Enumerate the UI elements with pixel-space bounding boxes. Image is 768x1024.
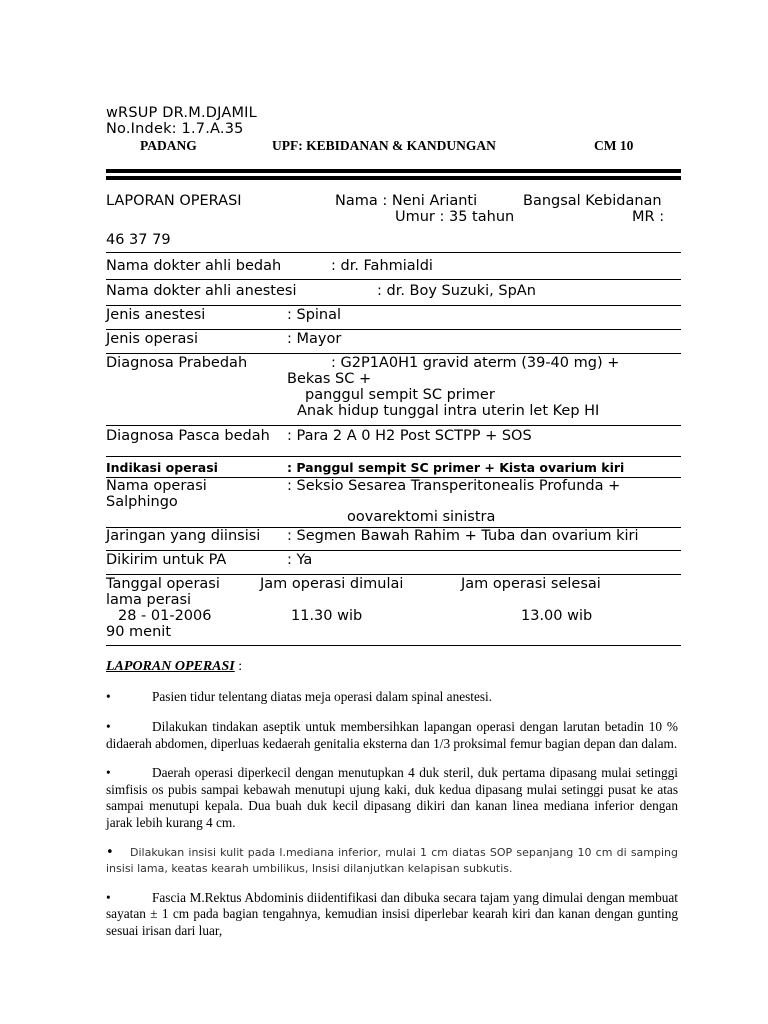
bullet-icon: • xyxy=(106,765,111,781)
indication-label: Indikasi operasi xyxy=(106,460,218,475)
report-title-suffix: : xyxy=(234,659,243,674)
preop-diagnosis-line2: Bekas SC + xyxy=(287,371,372,387)
mr-number: 46 37 79 xyxy=(106,232,171,248)
postop-diagnosis-label: Diagnosa Pasca bedah xyxy=(106,428,270,444)
date-value: 28 - 01-2006 xyxy=(118,608,212,624)
pa-value: : Ya xyxy=(287,552,313,568)
indication-value: : Panggul sempit SC primer + Kista ovarium kiri xyxy=(287,460,625,475)
divider xyxy=(106,329,681,330)
report-label: LAPORAN OPERASI xyxy=(106,193,242,209)
mr-label: MR : xyxy=(632,209,665,225)
header-divider-bottom xyxy=(106,176,681,180)
hospital-name: wRSUP DR.M.DJAMIL xyxy=(106,105,257,121)
duration-value: 90 menit xyxy=(106,624,172,640)
tissue-label: Jaringan yang diinsisi xyxy=(106,528,261,544)
patient-age: Umur : 35 tahun xyxy=(395,209,515,225)
bullet-icon: • xyxy=(106,889,111,905)
operation-name-line3: oovarektomi sinistra xyxy=(347,509,496,525)
pa-label: Dikirim untuk PA xyxy=(106,552,227,568)
divider xyxy=(106,279,681,280)
duration-label: lama perasi xyxy=(106,592,192,608)
anesthesia-type-value: : Spinal xyxy=(287,307,342,323)
report-item-text: Dilakukan insisi kulit pada l.mediana inferior, mulai 1 cm diatas SOP sepanjang 10 cm di samping insisi lama, keatas kearah umbilikus, Insisi dilanjutkan kelapisan subkutis. xyxy=(106,845,678,875)
date-label: Tanggal operasi xyxy=(106,576,220,592)
start-time-value: 11.30 wib xyxy=(291,608,363,624)
operation-type-value: : Mayor xyxy=(287,331,342,347)
preop-diagnosis-line3: panggul sempit SC primer xyxy=(305,387,495,403)
header-divider-top xyxy=(106,169,681,173)
divider xyxy=(106,645,681,646)
operation-name-value: : Seksio Sesarea Transperitonealis Profunda + xyxy=(287,478,621,494)
surgeon-value: : dr. Fahmialdi xyxy=(331,258,433,274)
report-title-row xyxy=(106,658,678,676)
surgeon-label: Nama dokter ahli bedah xyxy=(106,258,282,274)
report-title: LAPORAN OPERASI xyxy=(106,659,235,674)
report-item-text: Pasien tidur telentang diatas meja operasi dalam spinal anestesi. xyxy=(152,689,493,705)
end-time-label: Jam operasi selesai xyxy=(461,576,601,592)
preop-diagnosis-line1: : G2P1A0H1 gravid aterm (39-40 mg) + xyxy=(331,355,620,371)
upf-name: UPF: KEBIDANAN & KANDUNGAN xyxy=(272,138,496,153)
index-number: No.Indek: 1.7.A.35 xyxy=(106,121,244,137)
operation-type-label: Jenis operasi xyxy=(106,331,199,347)
report-item xyxy=(106,719,678,752)
cm-code: CM 10 xyxy=(594,138,634,153)
anesthesia-type-label: Jenis anestesi xyxy=(106,307,206,323)
preop-diagnosis-line4: Anak hidup tunggal intra uterin let Kep HI xyxy=(297,403,600,419)
divider xyxy=(106,353,681,354)
city-name: PADANG xyxy=(140,138,197,153)
operation-name-line2: Salphingo xyxy=(106,494,178,510)
start-time-label: Jam operasi dimulai xyxy=(260,576,404,592)
tissue-value: : Segmen Bawah Rahim + Tuba dan ovarium kiri xyxy=(287,528,639,544)
ward-name: Bangsal Kebidanan xyxy=(523,193,662,209)
divider xyxy=(106,574,681,575)
anesthesiologist-value: : dr. Boy Suzuki, SpAn xyxy=(377,283,536,299)
divider xyxy=(106,550,681,551)
bullet-icon: • xyxy=(106,719,111,735)
patient-name: Nama : Neni Arianti xyxy=(335,193,478,209)
report-item-text: Daerah operasi diperkecil dengan menutupkan 4 duk steril, duk pertama dipasang mulai setinggi simfisis os pubis sampai kebawah menutupi ujung kaki, duk kedua dipasang mulai setinggi pusat ke atas sampai menutupi kepala. Dua buah duk kecil dipasang dikiri dan kanan linea mediana inferior dengan jarak lebih kurang 4 cm. xyxy=(106,765,678,830)
divider xyxy=(106,456,681,457)
report-item xyxy=(106,845,678,877)
anesthesiologist-label: Nama dokter ahli anestesi xyxy=(106,283,297,299)
report-item-text: Dilakukan tindakan aseptik untuk membersihkan lapangan operasi dengan larutan betadin 10 % didaerah abdomen, diperluas kedaerah genitalia eksterna dan 1/3 proksimal femur bagian depan dan dalam. xyxy=(106,719,678,751)
operation-name-label: Nama operasi xyxy=(106,478,207,494)
divider xyxy=(106,425,681,426)
divider xyxy=(106,305,681,306)
postop-diagnosis-value: : Para 2 A 0 H2 Post SCTPP + SOS xyxy=(287,428,532,444)
bullet-icon: • xyxy=(106,689,111,705)
report-item xyxy=(106,765,678,831)
operation-report xyxy=(106,658,678,953)
report-item xyxy=(106,890,678,940)
bullet-icon: • xyxy=(106,844,114,860)
preop-diagnosis-label: Diagnosa Prabedah xyxy=(106,355,248,371)
report-item-text: Fascia M.Rektus Abdominis diidentifikasi dan dibuka secara tajam yang dimulai dengan membuat sayatan ± 1 cm pada bagian tengahnya, kemudian insisi diperlebar kearah kiri dan kanan dengan gunting sesuai irisan dari luar, xyxy=(106,889,678,938)
divider xyxy=(106,252,681,253)
report-item xyxy=(106,689,678,706)
end-time-value: 13.00 wib xyxy=(521,608,593,624)
